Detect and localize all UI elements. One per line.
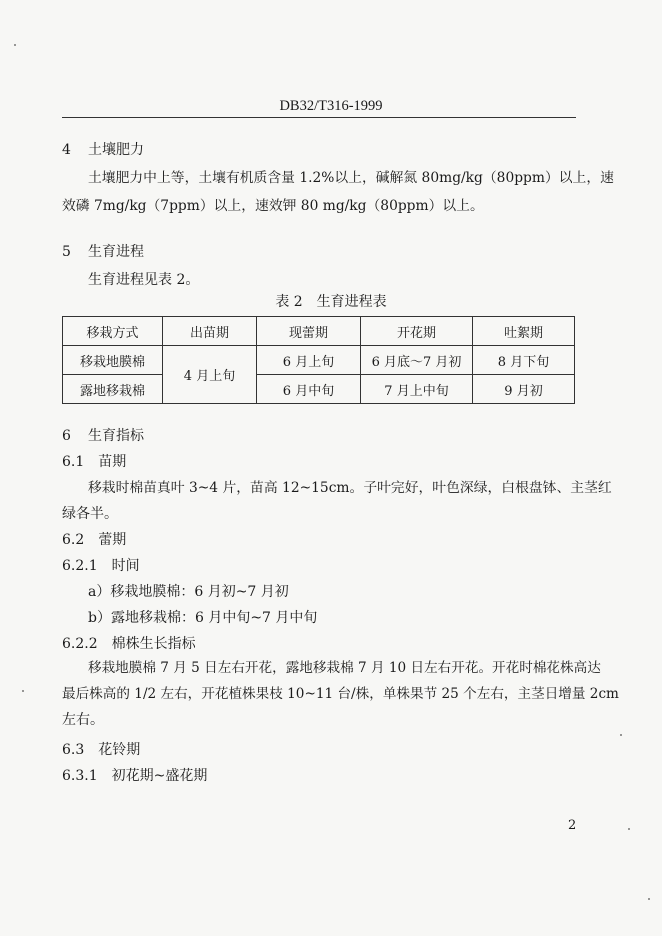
table-header-cell: 开花期 — [361, 317, 473, 346]
subsection-6-1-line-2: 绿各半。 — [62, 506, 118, 522]
table-cell: 6 月底～7 月初 — [361, 346, 473, 375]
section-5-heading: 生育进程 — [88, 244, 144, 260]
scan-speck — [628, 828, 630, 830]
section-4-paragraph-line-1: 土壤肥力中上等，土壤有机质含量 1.2%以上，碱解氮 80mg/kg（80ppm）以上，速 — [88, 170, 614, 186]
table-row — [63, 346, 575, 375]
table-header-cell: 移栽方式 — [63, 317, 163, 346]
table-cell-merged: 4 月上旬 — [163, 346, 257, 404]
list-item-a: a）移栽地膜棉：6 月初~7 月初 — [88, 584, 289, 600]
table-cell: 移栽地膜棉 — [63, 346, 163, 375]
subsection-6-2-2-line-3: 左右。 — [62, 712, 104, 728]
scan-speck — [14, 44, 16, 46]
list-item-b: b）露地移栽棉：6 月中旬~7 月中旬 — [88, 610, 318, 626]
growth-progress-table — [62, 316, 575, 404]
table-header-row — [63, 317, 575, 346]
subsection-6-3-heading: 6.3 花铃期 — [62, 742, 141, 758]
section-6-heading: 生育指标 — [88, 428, 144, 444]
standard-code-header: DB32/T316-1999 — [279, 98, 383, 114]
table-cell: 9 月初 — [473, 375, 575, 404]
table-cell: 露地移栽棉 — [63, 375, 163, 404]
subsection-6-2-2-line-1: 移栽地膜棉 7 月 5 日左右开花，露地移栽棉 7 月 10 日左右开花。开花时棉花株高达 — [88, 660, 601, 676]
page-number: 2 — [568, 818, 577, 833]
subsection-6-2-2-line-2: 最后株高的 1/2 左右，开花植株果枝 10~11 台/株，单株果节 25 个左右，主茎日增量 2cm — [62, 686, 619, 702]
table-caption: 表 2 生育进程表 — [275, 294, 387, 310]
subsection-6-3-1-heading: 6.3.1 初花期~盛花期 — [62, 768, 208, 784]
subsection-6-2-heading: 6.2 蕾期 — [62, 532, 127, 548]
table-cell: 6 月中旬 — [257, 375, 361, 404]
table-cell: 7 月上中旬 — [361, 375, 473, 404]
section-4-heading: 土壤肥力 — [88, 142, 144, 158]
table-row — [63, 375, 575, 404]
table-cell: 8 月下旬 — [473, 346, 575, 375]
subsection-6-2-2-heading: 6.2.2 棉株生长指标 — [62, 636, 196, 652]
scan-speck — [648, 898, 650, 900]
scan-speck — [22, 690, 24, 692]
subsection-6-2-1-heading: 6.2.1 时间 — [62, 558, 140, 574]
section-5-number: 5 — [62, 244, 71, 260]
table-cell: 6 月上旬 — [257, 346, 361, 375]
section-6-number: 6 — [62, 428, 71, 444]
subsection-6-1-heading: 6.1 苗期 — [62, 454, 127, 470]
section-4-number: 4 — [62, 142, 71, 158]
table-header-cell: 吐絮期 — [473, 317, 575, 346]
header-rule — [62, 117, 576, 118]
table-header-cell: 现蕾期 — [257, 317, 361, 346]
table-header-cell: 出苗期 — [163, 317, 257, 346]
section-4-paragraph-line-2: 效磷 7mg/kg（7ppm）以上，速效钾 80 mg/kg（80ppm）以上。 — [62, 198, 484, 214]
subsection-6-1-line-1: 移栽时棉苗真叶 3~4 片，苗高 12~15cm。子叶完好，叶色深绿，白根盘钵、主茎红 — [88, 480, 612, 496]
scan-speck — [620, 734, 622, 736]
section-5-paragraph: 生育进程见表 2。 — [88, 272, 200, 288]
